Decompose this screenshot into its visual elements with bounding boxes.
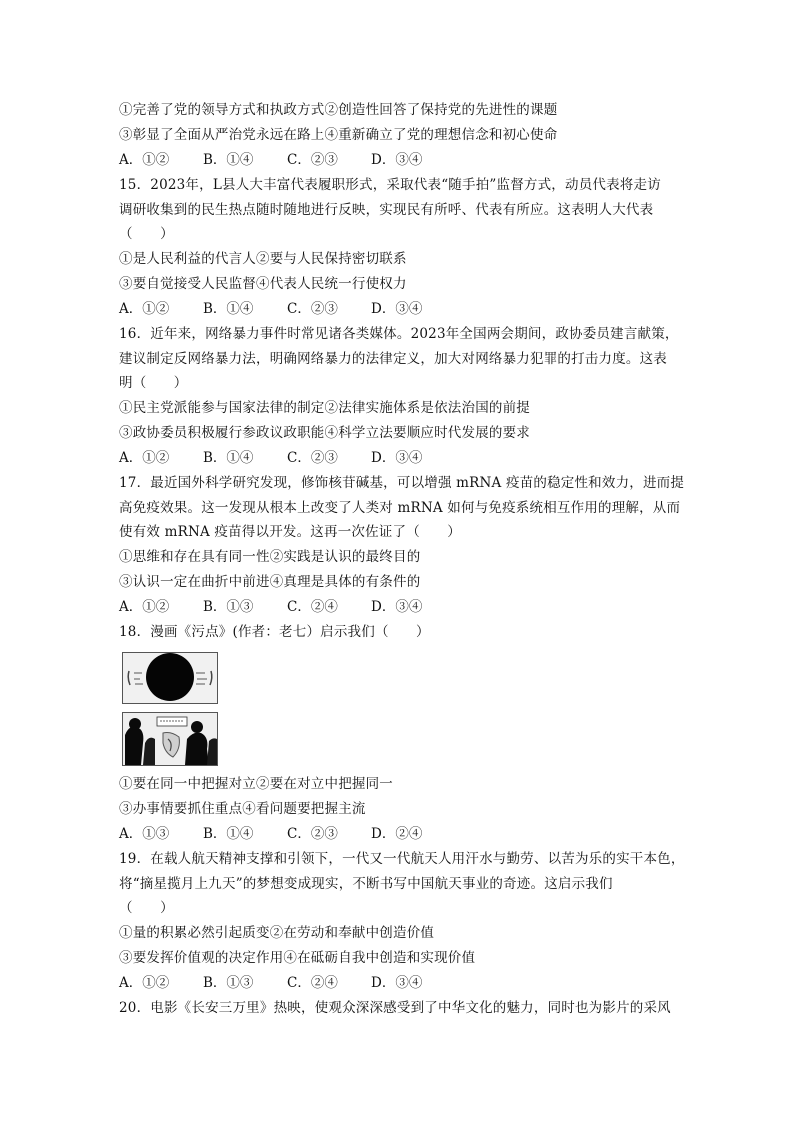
q19-choice-line-1: ①量的积累必然引起质变②在劳动和奉献中创造价值: [119, 925, 435, 941]
cartoon-panel-bottom: [122, 712, 218, 766]
option-d: D．③④: [371, 152, 423, 168]
option-d: D．③④: [371, 450, 423, 466]
q15-stem-line-2: 调研收集到的民生热点随时随地进行反映，实现民有所呼、代表有所应。这表明人大代表: [119, 202, 654, 218]
q17-options: [119, 598, 422, 616]
q18-options: [119, 825, 422, 843]
option-d: D．③④: [371, 301, 423, 317]
q16-stem-line-3: 明（ ）: [119, 375, 188, 391]
q14-choice-line-1: ①完善了党的领导方式和执政方式②创造性回答了保持党的先进性的课题: [119, 102, 558, 118]
q14-options: [119, 151, 422, 169]
q15-options: [119, 300, 422, 318]
q16-stem-line-2: 建议制定反网络暴力法，明确网络暴力的法律定义，加大对网络暴力犯罪的打击力度。这表: [119, 351, 667, 367]
q16-choice-line-1: ①民主党派能参与国家法律的制定②法律实施体系是依法治国的前提: [119, 400, 530, 416]
q15-stem-line-1: 15．2023年，L县人大丰富代表履职形式，采取代表“随手拍”监督方式，动员代表将走访: [119, 177, 661, 193]
q15-stem-line-3: （ ）: [119, 226, 174, 242]
q17-stem-line-1: 17．最近国外科学研究发现，修饰核苷碱基，可以增强 mRNA 疫苗的稳定性和效力，进而提: [119, 475, 685, 491]
option-c: C．②③: [287, 450, 338, 466]
q19-stem-line-1: 19．在载人航天精神支撑和引领下，一代又一代航天人用汗水与勤劳、以苦为乐的实干本色，: [119, 851, 685, 867]
option-b: B．①④: [203, 301, 254, 317]
q15-choice-line-2: ③要自觉接受人民监督④代表人民统一行使权力: [119, 276, 407, 292]
q16-options: [119, 449, 422, 467]
option-b: B．①④: [203, 450, 254, 466]
option-a: A．①②: [119, 599, 170, 615]
q16-choice-line-2: ③政协委员积极履行参政议政职能④科学立法要顺应时代发展的要求: [119, 425, 530, 441]
option-c: C．②③: [287, 826, 338, 842]
option-a: A．①②: [119, 301, 170, 317]
q18-choice-line-2: ③办事情要抓住重点④看问题要把握主流: [119, 801, 366, 817]
q17-choice-line-2: ③认识一定在曲折中前进④真理是具体的有条件的: [119, 574, 421, 590]
q20-stem-line-1: 20．电影《长安三万里》热映，使观众深深感受到了中华文化的魅力，同时也为影片的采风: [119, 1000, 671, 1016]
option-c: C．②③: [287, 152, 338, 168]
cartoon-figure: [122, 652, 218, 764]
option-d: D．③④: [371, 599, 423, 615]
option-c: C．②④: [287, 599, 338, 615]
q19-stem-line-2: 将“摘星揽月上九天”的梦想变成现实，不断书写中国航天事业的奇迹。这启示我们: [119, 876, 613, 892]
q19-choice-line-2: ③要发挥价值观的决定作用④在砥砺自我中创造和实现价值: [119, 950, 476, 966]
option-a: A．①②: [119, 450, 170, 466]
option-b: B．①③: [203, 599, 254, 615]
q14-choice-line-2: ③彰显了全面从严治党永远在路上④重新确立了党的理想信念和初心使命: [119, 127, 558, 143]
q18-choice-line-1: ①要在同一中把握对立②要在对立中把握同一: [119, 776, 393, 792]
option-c: C．②③: [287, 301, 338, 317]
cartoon-blot-image: [123, 653, 217, 703]
option-d: D．②④: [371, 826, 423, 842]
option-c: C．②④: [287, 975, 338, 991]
q19-stem-line-3: （ ）: [119, 900, 174, 916]
q17-stem-line-3: 使有效 mRNA 疫苗得以开发。这再一次佐证了（ ）: [119, 524, 462, 540]
q15-choice-line-1: ①是人民利益的代言人②要与人民保持密切联系: [119, 251, 407, 267]
option-a: A．①②: [119, 152, 170, 168]
q17-choice-line-1: ①思维和存在具有同一性②实践是认识的最终目的: [119, 549, 421, 565]
cartoon-panel-top: [122, 652, 218, 704]
q16-stem-line-1: 16．近年来，网络暴力事件时常见诸各类媒体。2023年全国两会期间，政协委员建言献策，: [119, 326, 679, 342]
option-a: A．①②: [119, 975, 170, 991]
option-d: D．③④: [371, 975, 423, 991]
option-a: A．①③: [119, 826, 170, 842]
option-b: B．①④: [203, 152, 254, 168]
cartoon-people-image: [123, 713, 217, 765]
option-b: B．①③: [203, 975, 254, 991]
option-b: B．①④: [203, 826, 254, 842]
q17-stem-line-2: 高免疫效果。这一发现从根本上改变了人类对 mRNA 如何与免疫系统相互作用的理解，从而: [119, 500, 681, 516]
q18-stem-line-1: 18．漫画《污点》(作者：老七）启示我们（ ）: [119, 624, 430, 640]
q19-options: [119, 974, 422, 992]
